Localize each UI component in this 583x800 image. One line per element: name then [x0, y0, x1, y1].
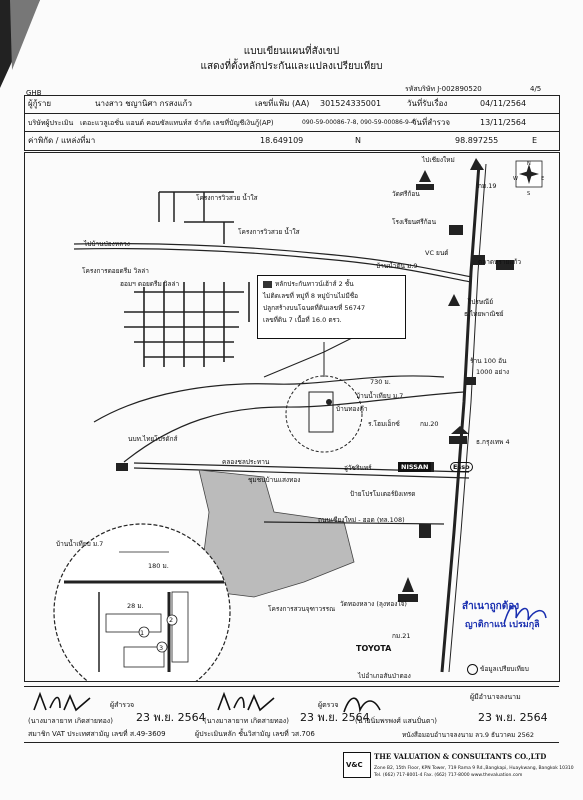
label-num-2: 2	[169, 616, 174, 624]
label-compare-legend: ข้อมูลเปรียบเทียบ	[480, 665, 529, 673]
longitude-dir: E	[532, 136, 538, 145]
label-dream-villa-zone: ฮอมฯ ดอยดรีม วิลล่า	[120, 280, 180, 288]
surveyor-date: 23 พ.ย. 2564	[136, 711, 206, 724]
collateral-text-1: หลักประกันทาวน์เฮ้าส์ 2 ชั้น	[275, 280, 354, 288]
company-name-en: THE VALUATION & CONSULTANTS CO.,LTD	[374, 752, 547, 761]
label-thai-products: นบท.ไทยโปรดักส์	[128, 435, 178, 443]
report-date: 13/11/2564	[480, 118, 527, 127]
surveyor-label: ผู้สำรวจ	[110, 701, 135, 709]
folded-corner-icon	[0, 0, 40, 90]
file-no: 301524335001	[320, 99, 382, 108]
longitude: 98.897255	[455, 136, 499, 145]
main-highway	[442, 164, 479, 672]
applicant-name: นางสาว ชญานิศา กรสงแก้ว	[95, 99, 193, 108]
collateral-marker-icon	[263, 281, 272, 288]
latitude-dir: N	[355, 136, 361, 145]
file-no-label: เลขที่แฟ้ม (AA)	[255, 99, 310, 108]
label-thai-bank: ธ.ไทยพาณิชย์	[464, 310, 504, 318]
label-km20: กม.20	[420, 420, 439, 428]
survey-date: 04/11/2564	[480, 99, 527, 108]
stamp-line-1: สำเนาถูกต้อง	[462, 601, 520, 612]
label-km21: กม.21	[392, 632, 411, 640]
label-market-kaew: ตลาดทรายแก้ว	[478, 258, 522, 266]
label-to-san-pa-tong: ไปอำเภอสันป่าตอง	[358, 672, 411, 680]
company-address-1: Zone B2, 15th Floor, KPN Tower, 719 Rama 9 Rd.,Bangkapi, Huaykwang, Bangkok 10310	[374, 766, 574, 771]
label-promoter: ป้ายโปรโมเตอร์ยิงเทรด	[350, 490, 416, 498]
label-ban-nam-ton: บ้านน้ำต้น ม.9	[376, 262, 418, 270]
label-ban-nam-thiap: บ้านน้ำเทียบ ม.7	[356, 392, 404, 400]
collateral-text-4: เลขที่ดิน 7 เนื้อที่ 16.0 ตรว.	[263, 316, 342, 324]
compass-s: S	[527, 191, 531, 197]
surveyor-signature-icon	[30, 690, 102, 716]
checker-name: (นางมาลายาท เกิดสายทอง)	[204, 717, 289, 725]
label-dist-28: 28 ม.	[127, 602, 144, 610]
label-canal: คลองชลประทาน	[222, 458, 270, 466]
compass-e: E	[541, 176, 545, 182]
label-nissan: NISSAN	[398, 462, 431, 472]
label-esso: Esso	[450, 462, 473, 472]
label-shop-1000: 1000 อย่าง	[476, 368, 510, 376]
label-wat-si-kon: วัดศรีก้อน	[392, 190, 420, 198]
dream-villa-grid	[124, 282, 249, 367]
authority-note: หนังสือมอบอำนาจลงนาม ลว.9 ธันวาคม 2562	[402, 731, 534, 739]
checker-date: 23 พ.ย. 2564	[300, 711, 370, 724]
doc-subtitle: แสดงที่ตั้งหลักประกันและแปลงเปรียบเทียบ	[200, 61, 383, 72]
label-school: โรงเรียนศรีก้อน	[392, 218, 437, 226]
label-community-village: ชุมชนบ้านแสงทอง	[248, 476, 301, 484]
label-post-office: ไปรษณีย์	[468, 298, 494, 306]
collateral-text-2: ไม่ติดเลขที่ หมู่ที่ 8 หมู่บ้านไม่มีชื่อ	[263, 292, 359, 300]
label-toyota: TOYOTA	[356, 644, 392, 653]
approver-name: (นายนิ่มพรพงศ์ แสนปั่นตา)	[355, 717, 438, 725]
label-sanpatong-road: ถนนเชียงใหม่ - ฮอด (ทล.108)	[318, 516, 405, 524]
compass-n: N	[527, 161, 531, 167]
label-dist-730: 730 ม.	[370, 378, 391, 386]
label-km19: กม.19	[478, 182, 497, 190]
label-nissan-shop: อู่วัชรินทร์	[344, 464, 372, 472]
label-to-chiangmai: ไปเชียงใหม่	[422, 156, 455, 164]
label-home-ex: ร.โฮมเอ็กซ์	[368, 420, 400, 428]
label-project-wiwat-1: โครงการวิวสวย น้ำใส	[196, 194, 258, 202]
label-num-3: 3	[159, 644, 164, 652]
compare-legend-icon	[467, 664, 478, 675]
compass-w: W	[513, 176, 518, 182]
authority-label: ผู้มีอำนาจลงนาม	[470, 693, 521, 701]
label-dist-180: 180 ม.	[148, 562, 169, 570]
coord-label: ค่าพิกัด / แหล่งที่มา	[28, 136, 96, 145]
label-num-1: 1	[140, 629, 145, 637]
applicant-label: ผู้กู้ราย	[28, 99, 52, 108]
doc-title: แบบเขียนแผนที่สังเขป	[243, 46, 340, 57]
label-bangkok-bank: ธ.กรุงเทพ 4	[476, 438, 510, 446]
company-name: เดอะแวลูเอชั่น แอนด์ คอนซัลแทนท์ส จำกัด เลขที่บัญชีเงินกู้(AP)	[80, 119, 274, 127]
page-no: 4/5	[530, 85, 542, 93]
account-nos: 090-59-00086-7-8, 090-59-00086-9-4	[302, 119, 415, 126]
appraiser-license: ผู้ประเมินหลัก ชั้นวิสามัญ เลขที่ วส.706	[195, 730, 315, 738]
checker-signature-icon	[214, 690, 286, 716]
label-project-dream-villa: โครงการดอยดรีม วิลล่า	[82, 267, 149, 275]
label-wat-nong: วัดทองหลาง (ลุงทองใจ)	[340, 600, 407, 608]
label-to-pong-luang: ไปบ้านป่องหลวง	[84, 240, 130, 248]
stamp-line-2: ญาติกาแน่ เปรมกุลิ	[465, 620, 540, 630]
label-inset-ban-nam-thiap: บ้านน้ำเทียบ ม.7	[56, 540, 104, 548]
latitude: 18.649109	[260, 136, 304, 145]
label-shop-100: ร้าน 100 อัน	[470, 357, 507, 365]
vat-member: สมาชิก VAT ประเทศสามัญ เลขที่ ส.49-3609	[28, 730, 166, 738]
collateral-circle	[286, 376, 362, 452]
company-label: บริษัทผู้ประเมิน	[28, 119, 74, 127]
survey-date-label: วันที่รับเรื่อง	[407, 99, 448, 108]
company-logo-icon: V&C	[343, 752, 371, 778]
company-address-2: Tel. (662) 717-8001-4 Fax. (662) 717-8000 www.thevaluation.com	[374, 773, 523, 778]
label-ban-thong-kham: บ้านทองคำ	[336, 405, 368, 413]
report-date-label: วันที่สำรวจ	[412, 118, 451, 127]
blue-signature-icon	[500, 596, 550, 632]
approver-date: 23 พ.ย. 2564	[478, 711, 548, 724]
ref-no: รหัสบริษัท J-002890520	[405, 85, 482, 93]
label-project-suan: โครงการสวนจุฑาวรรณ	[268, 605, 336, 613]
collateral-text-3: ปลูกสร้างบนโฉนดที่ดินเลขที่ 56747	[263, 304, 366, 312]
approver-signature-icon	[340, 692, 390, 718]
approver-label: ผู้ตรวจ	[318, 701, 339, 709]
bank-code: GHB	[26, 89, 42, 97]
label-project-wiwat-2: โครงการวิวสวย น้ำใส	[238, 228, 300, 236]
label-vc-market: VC ยนต์	[425, 249, 449, 257]
surveyor-name: (นางมาลายาท เกิดสายทอง)	[28, 717, 113, 725]
